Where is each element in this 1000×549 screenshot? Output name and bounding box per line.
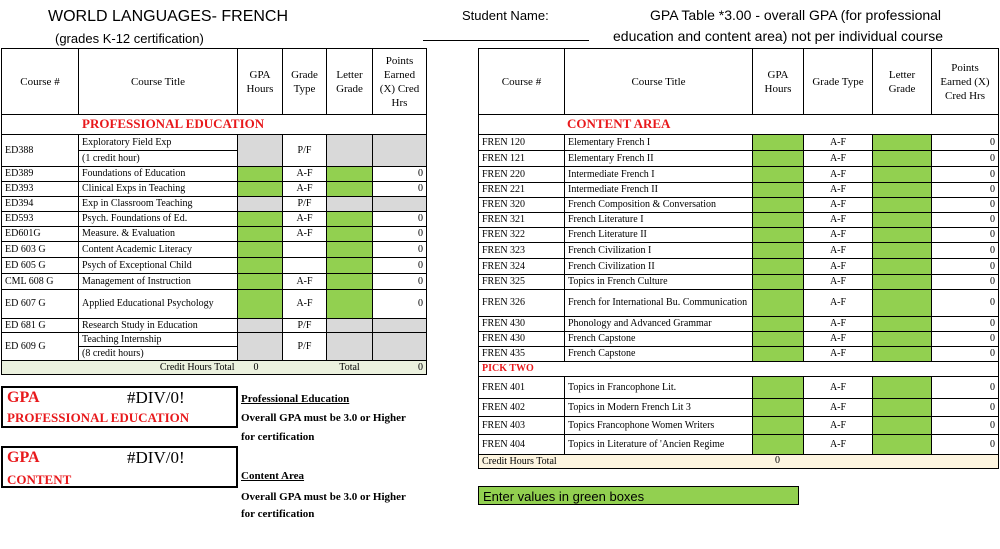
- course-title: French Capstone: [565, 332, 753, 347]
- course-number: ED 681 G: [2, 319, 79, 333]
- table-row: [479, 275, 999, 290]
- course-number: FREN 324: [479, 259, 565, 275]
- points-cell: 0: [373, 290, 427, 319]
- table-row: [479, 417, 999, 435]
- course-title: French Composition & Conversation: [565, 198, 753, 213]
- table-row: [479, 198, 999, 213]
- course-title: Topics in Literature of 'Ancien Regime: [565, 435, 753, 455]
- professional-education-table: [1, 48, 427, 375]
- table-row: [2, 167, 427, 182]
- course-title: French Capstone: [565, 347, 753, 362]
- grade-type: P/F: [283, 333, 327, 361]
- course-number: FREN 220: [479, 167, 565, 183]
- course-title: Research Study in Education: [79, 319, 238, 333]
- points-cell: 0: [932, 332, 999, 347]
- gpa-hours-input[interactable]: [753, 167, 804, 183]
- grade-type: P/F: [283, 197, 327, 212]
- course-number: ED593: [2, 212, 79, 227]
- col-grade-type: Grade Type: [283, 49, 327, 115]
- points-cell: 0: [373, 212, 427, 227]
- course-number: FREN 430: [479, 317, 565, 332]
- course-number: FREN 404: [479, 435, 565, 455]
- letter-grade-input[interactable]: [873, 167, 932, 183]
- gpa-hours-cell: [238, 135, 283, 167]
- letter-grade-input[interactable]: [327, 242, 373, 258]
- letter-grade-input[interactable]: [327, 182, 373, 197]
- table-row: [479, 213, 999, 228]
- gpa-hours-input[interactable]: [753, 347, 804, 362]
- course-title: Applied Educational Psychology: [79, 290, 238, 319]
- table-row: [479, 259, 999, 275]
- note-content-text-1: Overall GPA must be 3.0 or Higher: [241, 491, 406, 503]
- points-cell: 0: [932, 399, 999, 417]
- table-row: [479, 228, 999, 243]
- course-title: Clinical Exps in Teaching: [79, 182, 238, 197]
- enter-values-note: [478, 486, 799, 505]
- course-title: French Literature I: [565, 213, 753, 228]
- points-cell: [373, 135, 427, 167]
- grade-type: A-F: [283, 212, 327, 227]
- grade-type: P/F: [283, 319, 327, 333]
- points-cell: 0: [932, 435, 999, 455]
- points-cell: [373, 333, 427, 361]
- course-title-note: (1 credit hour): [79, 151, 238, 167]
- page-subtitle: (grades K-12 certification): [55, 31, 204, 46]
- page-title: WORLD LANGUAGES- FRENCH: [48, 8, 289, 25]
- grade-type: A-F: [804, 259, 873, 275]
- gpa-content-label: GPA: [7, 449, 40, 466]
- course-number: FREN 323: [479, 243, 565, 259]
- course-title: Management of Instruction: [79, 274, 238, 290]
- gpa-hours-cell: [238, 319, 283, 333]
- gpa-hours-input[interactable]: [753, 377, 804, 399]
- points-cell: 0: [932, 417, 999, 435]
- grade-type: A-F: [804, 151, 873, 167]
- gpa-hours-input[interactable]: [753, 417, 804, 435]
- points-cell: 0: [373, 227, 427, 242]
- credit-hours-total-row: [2, 361, 427, 375]
- course-title: Intermediate French II: [565, 183, 753, 198]
- gpa-hours-input[interactable]: [753, 183, 804, 198]
- course-title: Foundations of Education: [79, 167, 238, 182]
- course-number: FREN 121: [479, 151, 565, 167]
- letter-grade-cell: [327, 135, 373, 167]
- gpa-table-note-1: GPA Table *3.00 - overall GPA (for professional: [650, 7, 942, 23]
- course-title-note: (8 credit hours): [79, 347, 238, 361]
- letter-grade-input[interactable]: [873, 290, 932, 317]
- points-cell: 0: [932, 347, 999, 362]
- student-name-line[interactable]: [423, 40, 589, 41]
- gpa-table-note-2: education and content area) not per individual course: [613, 28, 943, 44]
- letter-grade-input[interactable]: [873, 259, 932, 275]
- gpa-content-value: #DIV/0!: [127, 448, 185, 467]
- letter-grade-input[interactable]: [327, 227, 373, 242]
- letter-grade-cell: [327, 333, 373, 361]
- course-title: Elementary French I: [565, 135, 753, 151]
- letter-grade-input[interactable]: [873, 275, 932, 290]
- letter-grade-cell: [327, 197, 373, 212]
- letter-grade-input[interactable]: [327, 167, 373, 182]
- grade-type: A-F: [283, 274, 327, 290]
- gpa-hours-input[interactable]: [753, 151, 804, 167]
- table-row: [479, 135, 999, 151]
- col-points: Points Earned (X) Cred Hrs: [373, 49, 427, 115]
- course-title: Elementary French II: [565, 151, 753, 167]
- grade-type: A-F: [283, 227, 327, 242]
- grade-type: P/F: [283, 135, 327, 167]
- gpa-content-box: [1, 446, 238, 488]
- grade-type: A-F: [283, 182, 327, 197]
- course-number: FREN 403: [479, 417, 565, 435]
- course-number: ED393: [2, 182, 79, 197]
- table-row: [479, 183, 999, 198]
- grade-type: A-F: [804, 347, 873, 362]
- gpa-professional-box: [1, 386, 238, 428]
- points-cell: 0: [932, 183, 999, 198]
- course-number: FREN 325: [479, 275, 565, 290]
- note-content-text-2: for certification: [241, 508, 315, 520]
- credit-hours-total-label: Credit Hours Total: [2, 361, 238, 375]
- table-row: [2, 274, 427, 290]
- course-number: ED 605 G: [2, 258, 79, 274]
- letter-grade-input[interactable]: [873, 399, 932, 417]
- grade-type: [283, 258, 327, 274]
- table-row: [2, 182, 427, 197]
- grade-type: A-F: [804, 435, 873, 455]
- course-title: Measure. & Evaluation: [79, 227, 238, 242]
- table-row: [479, 377, 999, 399]
- course-number: CML 608 G: [2, 274, 79, 290]
- points-cell: 0: [932, 275, 999, 290]
- header-row: [2, 49, 427, 115]
- points-cell: 0: [373, 242, 427, 258]
- gpa-professional-label: GPA: [7, 389, 40, 406]
- credit-hours-total-value: 0: [238, 361, 327, 375]
- gpa-hours-input[interactable]: [238, 290, 283, 319]
- course-title: Exploratory Field Exp: [79, 135, 238, 151]
- grade-type: A-F: [804, 332, 873, 347]
- letter-grade-input[interactable]: [873, 435, 932, 455]
- table-row: [479, 399, 999, 417]
- course-title: Teaching Internship: [79, 333, 238, 347]
- course-title: Psych of Exceptional Child: [79, 258, 238, 274]
- course-number: ED 609 G: [2, 333, 79, 361]
- grade-type: A-F: [804, 198, 873, 213]
- grade-type: A-F: [283, 290, 327, 319]
- letter-grade-input[interactable]: [873, 347, 932, 362]
- course-number: ED 603 G: [2, 242, 79, 258]
- gpa-hours-input[interactable]: [753, 135, 804, 151]
- letter-grade-input[interactable]: [327, 212, 373, 227]
- course-title: Content Academic Literacy: [79, 242, 238, 258]
- table-row: [479, 317, 999, 332]
- gpa-hours-input[interactable]: [238, 212, 283, 227]
- letter-grade-input[interactable]: [873, 151, 932, 167]
- course-number: FREN 435: [479, 347, 565, 362]
- table-row: [479, 347, 999, 362]
- letter-grade-input[interactable]: [873, 213, 932, 228]
- section-professional-education: PROFESSIONAL EDUCATION: [82, 115, 265, 131]
- points-cell: 0: [932, 198, 999, 213]
- points-cell: 0: [932, 167, 999, 183]
- points-cell: [373, 197, 427, 212]
- course-number: FREN 321: [479, 213, 565, 228]
- gpa-hours-cell: [238, 333, 283, 361]
- letter-grade-input[interactable]: [873, 332, 932, 347]
- grade-type: A-F: [804, 290, 873, 317]
- gpa-hours-input[interactable]: [753, 259, 804, 275]
- course-number: FREN 326: [479, 290, 565, 317]
- student-name-label: Student Name:: [462, 8, 549, 23]
- course-title: French Literature II: [565, 228, 753, 243]
- gpa-professional-section: PROFESSIONAL EDUCATION: [7, 410, 190, 425]
- course-number: ED 607 G: [2, 290, 79, 319]
- points-cell: 0: [932, 243, 999, 259]
- points-cell: 0: [932, 135, 999, 151]
- course-title: Topics Francophone Women Writers: [565, 417, 753, 435]
- course-title: Topics in Francophone Lit.: [565, 377, 753, 399]
- grade-type: A-F: [804, 228, 873, 243]
- table-row: [479, 332, 999, 347]
- course-number: FREN 120: [479, 135, 565, 151]
- gpa-hours-input[interactable]: [753, 198, 804, 213]
- table-row: [2, 242, 427, 258]
- gpa-hours-input[interactable]: [238, 227, 283, 242]
- note-content-heading: Content Area: [241, 470, 305, 482]
- col-title: Course Title: [565, 49, 753, 115]
- course-title: Topics in French Culture: [565, 275, 753, 290]
- points-cell: 0: [932, 290, 999, 317]
- letter-grade-input[interactable]: [873, 198, 932, 213]
- points-cell: 0: [932, 377, 999, 399]
- letter-grade-input[interactable]: [873, 417, 932, 435]
- col-letter-grade: Letter Grade: [873, 49, 932, 115]
- course-title: French Civilization II: [565, 259, 753, 275]
- gpa-professional-value: #DIV/0!: [127, 388, 185, 407]
- table-row: [479, 290, 999, 317]
- points-cell: 0: [373, 274, 427, 290]
- grade-type: [283, 242, 327, 258]
- course-number: FREN 320: [479, 198, 565, 213]
- enter-values-text: Enter values in green boxes: [483, 489, 645, 504]
- points-cell: 0: [373, 167, 427, 182]
- points-cell: 0: [932, 213, 999, 228]
- gpa-hours-input[interactable]: [238, 182, 283, 197]
- course-number: FREN 430: [479, 332, 565, 347]
- letter-grade-input[interactable]: [327, 290, 373, 319]
- points-cell: 0: [932, 151, 999, 167]
- note-professional-text-2: for certification: [241, 431, 315, 443]
- course-number: FREN 221: [479, 183, 565, 198]
- grade-type: A-F: [804, 417, 873, 435]
- points-cell: 0: [373, 182, 427, 197]
- points-cell: 0: [932, 259, 999, 275]
- col-course: Course #: [479, 49, 565, 115]
- table-row: [479, 167, 999, 183]
- credit-hours-total-label: Credit Hours Total: [482, 455, 557, 467]
- note-professional-text-1: Overall GPA must be 3.0 or Higher: [241, 412, 406, 424]
- gpa-hours-input[interactable]: [238, 274, 283, 290]
- grade-type: A-F: [283, 167, 327, 182]
- points-cell: 0: [373, 258, 427, 274]
- course-number: ED388: [2, 135, 79, 167]
- course-title: Exp in Classroom Teaching: [79, 197, 238, 212]
- course-number: ED394: [2, 197, 79, 212]
- grade-type: A-F: [804, 243, 873, 259]
- grade-type: A-F: [804, 183, 873, 198]
- course-number: FREN 402: [479, 399, 565, 417]
- gpa-hours-input[interactable]: [753, 213, 804, 228]
- course-number: ED601G: [2, 227, 79, 242]
- course-title: French for International Bu. Communication: [565, 290, 753, 317]
- gpa-hours-input[interactable]: [753, 243, 804, 259]
- gpa-hours-input[interactable]: [753, 332, 804, 347]
- points-cell: 0: [932, 317, 999, 332]
- gpa-hours-input[interactable]: [753, 399, 804, 417]
- course-number: ED389: [2, 167, 79, 182]
- gpa-hours-input[interactable]: [238, 242, 283, 258]
- course-title: Intermediate French I: [565, 167, 753, 183]
- course-number: FREN 401: [479, 377, 565, 399]
- letter-grade-input[interactable]: [873, 377, 932, 399]
- table-row: [479, 243, 999, 259]
- course-title: Phonology and Advanced Grammar: [565, 317, 753, 332]
- gpa-hours-input[interactable]: [753, 228, 804, 243]
- table-row: [2, 197, 427, 212]
- table-row: [479, 151, 999, 167]
- gpa-hours-input[interactable]: [238, 167, 283, 182]
- points-total-value: 0: [373, 361, 427, 375]
- grade-type: A-F: [804, 213, 873, 228]
- points-cell: 0: [932, 228, 999, 243]
- section-content-area: CONTENT AREA: [567, 115, 671, 131]
- points-total-label: Total: [327, 361, 373, 375]
- course-title: Psych. Foundations of Ed.: [79, 212, 238, 227]
- table-row: [2, 319, 427, 333]
- letter-grade-input[interactable]: [873, 135, 932, 151]
- gpa-hours-input[interactable]: [753, 435, 804, 455]
- table-row: [2, 135, 427, 151]
- col-gpa-hours: GPA Hours: [238, 49, 283, 115]
- grade-type: A-F: [804, 377, 873, 399]
- grade-type: A-F: [804, 399, 873, 417]
- letter-grade-input[interactable]: [327, 258, 373, 274]
- table-row: [2, 212, 427, 227]
- credit-hours-total-row: [479, 455, 999, 469]
- table-row: [2, 227, 427, 242]
- content-area-table: [478, 48, 999, 469]
- col-gpa-hours: GPA Hours: [753, 49, 804, 115]
- col-grade-type: Grade Type: [804, 49, 873, 115]
- credit-hours-total-value: 0: [775, 455, 780, 466]
- gpa-hours-input[interactable]: [753, 275, 804, 290]
- course-title: French Civilization I: [565, 243, 753, 259]
- letter-grade-input[interactable]: [873, 317, 932, 332]
- course-title: Topics in Modern French Lit 3: [565, 399, 753, 417]
- table-row: [2, 333, 427, 347]
- letter-grade-cell: [327, 319, 373, 333]
- header-row: [479, 49, 999, 115]
- letter-grade-input[interactable]: [327, 274, 373, 290]
- gpa-hours-input[interactable]: [753, 290, 804, 317]
- letter-grade-input[interactable]: [873, 243, 932, 259]
- col-letter-grade: Letter Grade: [327, 49, 373, 115]
- gpa-hours-cell: [238, 197, 283, 212]
- grade-type: A-F: [804, 275, 873, 290]
- points-cell: [373, 319, 427, 333]
- col-points: Points Earned (X) Cred Hrs: [932, 49, 999, 115]
- letter-grade-input[interactable]: [873, 228, 932, 243]
- gpa-content-section: CONTENT: [7, 472, 72, 487]
- letter-grade-input[interactable]: [873, 183, 932, 198]
- course-number: FREN 322: [479, 228, 565, 243]
- grade-type: A-F: [804, 317, 873, 332]
- note-professional-heading: Professional Education: [241, 393, 350, 405]
- gpa-hours-input[interactable]: [238, 258, 283, 274]
- col-course: Course #: [2, 49, 79, 115]
- table-row: [479, 435, 999, 455]
- grade-type: A-F: [804, 167, 873, 183]
- grade-type: A-F: [804, 135, 873, 151]
- pick-two-label: PICK TWO: [482, 363, 534, 374]
- gpa-hours-input[interactable]: [753, 317, 804, 332]
- table-row: [2, 290, 427, 319]
- table-row: [2, 258, 427, 274]
- col-title: Course Title: [79, 49, 238, 115]
